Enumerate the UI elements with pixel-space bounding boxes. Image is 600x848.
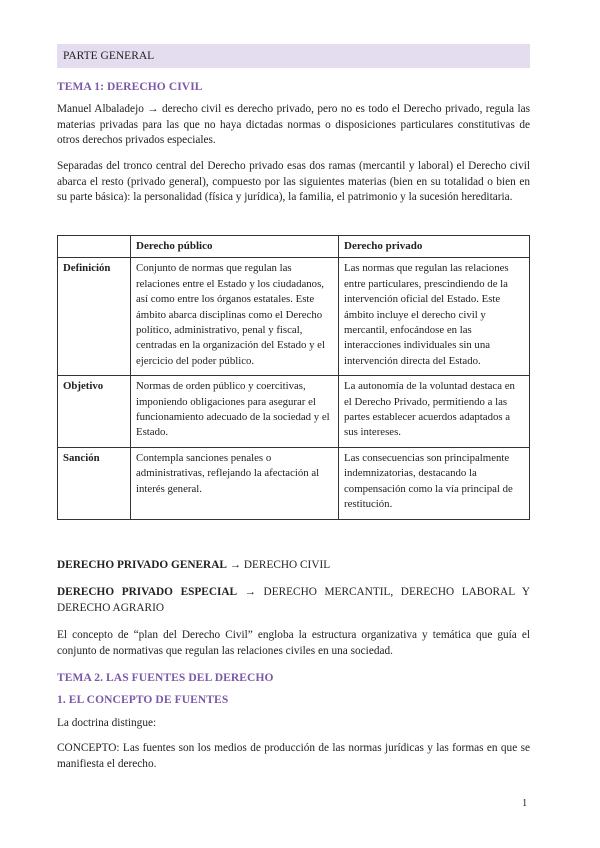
- doctrina-line: La doctrina distingue:: [57, 717, 157, 729]
- general-rest: → DERECHO CIVIL: [226, 559, 331, 571]
- row-label: Definición: [58, 258, 131, 376]
- derecho-privado-general: [57, 558, 530, 574]
- table-header-cell: Derecho público: [131, 236, 339, 258]
- cell-privado: Las consecuencias son principalmente indemnizatorias, destacando la compensación como la vía principal de restitución.: [339, 447, 530, 519]
- table-header-row: [58, 236, 530, 258]
- derecho-privado-especial: [57, 585, 530, 616]
- table-row: [58, 447, 530, 519]
- concepto-paragraph: CONCEPTO: Las fuentes son los medios de producción de las normas jurídicas y las formas en que se manifiesta el derecho.: [57, 742, 530, 770]
- table-header-cell: Derecho privado: [339, 236, 530, 258]
- especial-bold: DERECHO PRIVADO ESPECIAL: [57, 586, 238, 598]
- section-header: PARTE GENERAL: [57, 44, 530, 68]
- table-row: [58, 376, 530, 448]
- tema1-title: TEMA 1: DERECHO CIVIL: [57, 81, 203, 93]
- general-bold: DERECHO PRIVADO GENERAL: [57, 559, 227, 571]
- tema2-title: TEMA 2. LAS FUENTES DEL DERECHO: [57, 672, 274, 684]
- cell-publico: Conjunto de normas que regulan las relaciones entre el Estado y los ciudadanos, así como entre los órganos estatales. Este ámbito abarca disciplinas como el Derecho político, administrativo, penal y fiscal, centradas en la organización del Estado y el ejercicio del poder público.: [131, 258, 339, 376]
- table-row: [58, 258, 530, 376]
- comparison-table: [57, 235, 530, 520]
- plan-paragraph: El concepto de “plan del Derecho Civil” engloba la estructura organizativa y temática que guía el conjunto de normativas que regulan las relaciones civiles en una sociedad.: [57, 629, 530, 657]
- page-number: 1: [522, 798, 528, 809]
- cell-privado: Las normas que regulan las relaciones entre particulares, prescindiendo de la intervención oficial del Estado. Este ámbito incluye el derecho civil y mercantil, enfocándose en las interacciones individuales sin una intervención directa del Estado.: [339, 258, 530, 376]
- cell-publico: Contempla sanciones penales o administrativas, reflejando la afectación al interés general.: [131, 447, 339, 519]
- tema1-paragraph-2: Separadas del tronco central del Derecho privado esas dos ramas (mercantil y laboral) el Derecho civil abarca el resto (privado general), compuesto por las siguientes materias (bien en su totalidad o bien en su parte básica): la personalidad (física y jurídica), la familia, el patrimonio y la sucesión hereditaria.: [57, 160, 530, 204]
- row-label: Sanción: [58, 447, 131, 519]
- especial-rest: → DERECHO MERCANTIL, DERECHO LABORAL Y DERECHO AGRARIO: [57, 586, 531, 614]
- tema1-paragraph-1: Manuel Albaladejo → derecho civil es derecho privado, pero no es todo el Derecho privado, regula las materias privadas para las que no haya dictadas normas o disposiciones particulares constitutivas de otros derechos privados especiales.: [57, 103, 530, 147]
- table-header-cell: [58, 236, 131, 258]
- tema2-subtitle: 1. EL CONCEPTO DE FUENTES: [57, 694, 229, 706]
- cell-privado: La autonomía de la voluntad destaca en el Derecho Privado, permitiendo a las partes establecer acuerdos adaptados a sus intereses.: [339, 376, 530, 448]
- row-label: Objetivo: [58, 376, 131, 448]
- cell-publico: Normas de orden público y coercitivas, imponiendo obligaciones para asegurar el funcionamiento adecuado de la sociedad y el Estado.: [131, 376, 339, 448]
